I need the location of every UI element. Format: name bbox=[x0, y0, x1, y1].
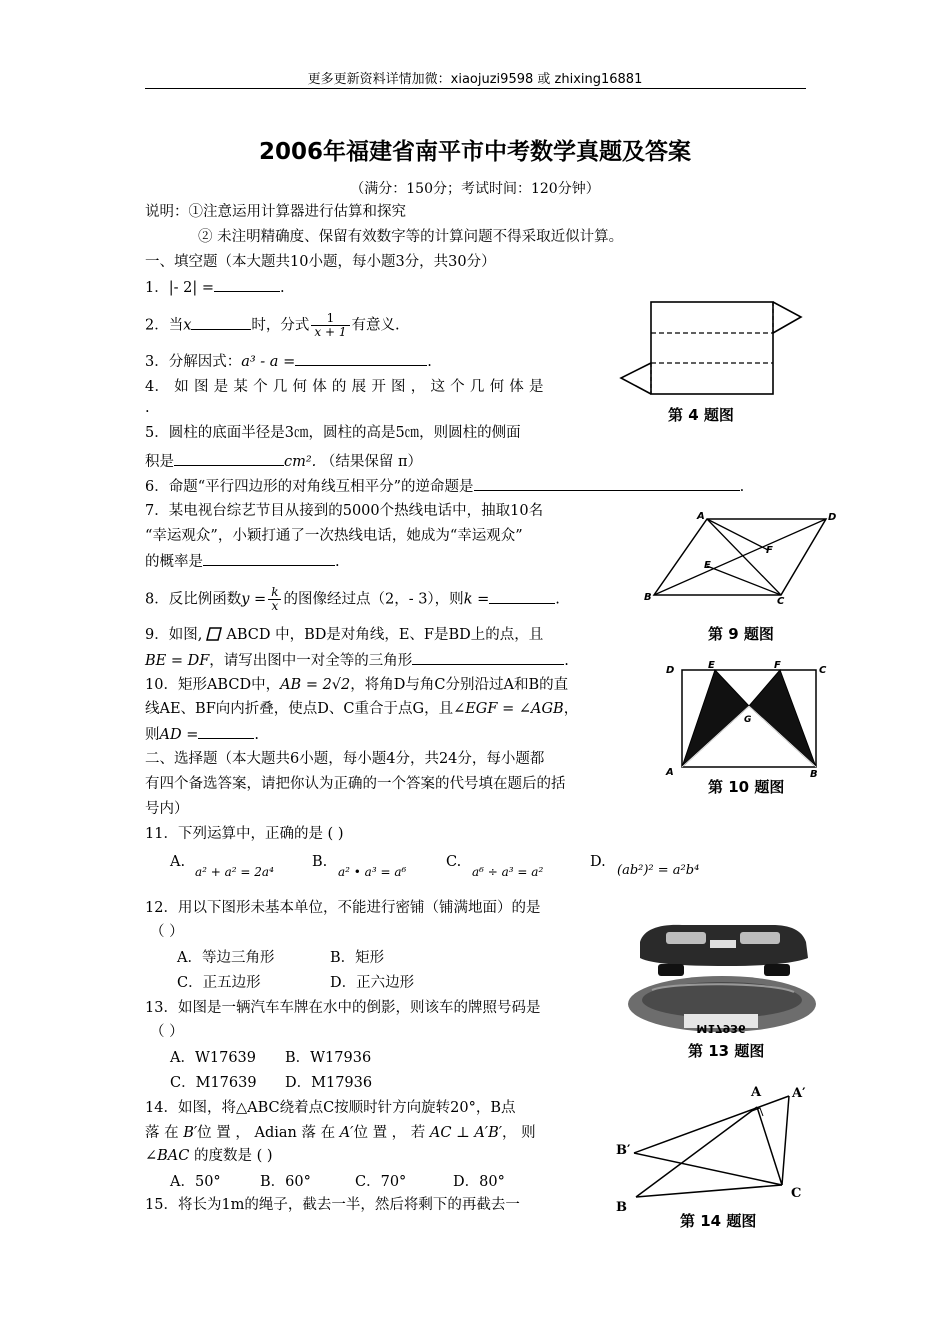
q7-answer-blank bbox=[203, 551, 335, 566]
question-7-line-3 bbox=[145, 551, 340, 572]
q11-option-c-expr: a⁶ ÷ a³ = a² bbox=[472, 865, 544, 879]
figure-9-caption: 第 9 题图 bbox=[708, 625, 774, 643]
q10-ad: AD = bbox=[159, 727, 199, 743]
q8-text-b: 的图像经过点（2，- 3），则 bbox=[283, 591, 464, 608]
fig10-label-d: D bbox=[666, 665, 675, 676]
q13-paren: （ ） bbox=[150, 1024, 184, 1040]
q12-option-a: A．等边三角形 bbox=[177, 950, 275, 966]
figure-4-caption: 第 4 题图 bbox=[668, 406, 734, 424]
fig14-label-a: A bbox=[751, 1085, 762, 1100]
q11-option-a-expr: a² + a² = 2a⁴ bbox=[195, 865, 274, 879]
fig10-label-a: A bbox=[666, 767, 674, 778]
fig10-label-c: C bbox=[819, 665, 827, 676]
q8-fraction-num: k bbox=[268, 586, 281, 600]
question-1 bbox=[145, 277, 285, 298]
q11-option-d-expr: (ab²)² = a²b⁴ bbox=[617, 863, 700, 878]
question-14-line-3 bbox=[145, 1146, 273, 1166]
question-11-stem: 11．下列运算中，正确的是 ( ) bbox=[145, 826, 344, 842]
q5-note: （结果保留 π） bbox=[320, 454, 423, 470]
q10-text-c: 线AE、BF向内折叠，使点D、C重合于点G，且 bbox=[145, 701, 454, 717]
question-9-line-2 bbox=[145, 650, 569, 671]
question-4-line-2: . bbox=[145, 400, 150, 416]
q11-option-c-label: C. bbox=[446, 854, 462, 870]
question-4-line-1: 4． 如 图 是 某 个 几 何 体 的 展 开 图 ， 这 个 几 何 体 是 bbox=[145, 379, 544, 395]
fig9-label-d: D bbox=[828, 512, 837, 523]
fig14-label-c: C bbox=[791, 1186, 802, 1201]
q3-end: . bbox=[427, 354, 432, 370]
q5-unit: cm². bbox=[284, 454, 317, 470]
q14-angle: ∠BAC bbox=[145, 1148, 190, 1164]
q14-option-c: C．70° bbox=[355, 1174, 407, 1190]
q5-text: 积是 bbox=[145, 454, 174, 470]
q10-answer-blank bbox=[198, 724, 254, 739]
q6-end: . bbox=[739, 479, 745, 495]
q10-text-f: 则 bbox=[145, 727, 160, 743]
figure-4-net-diagram bbox=[618, 296, 808, 400]
fig10-label-e: E bbox=[708, 660, 715, 671]
q10-end: . bbox=[254, 727, 259, 743]
q14-option-d: D．80° bbox=[453, 1174, 505, 1190]
q13-option-d: D．M17936 bbox=[285, 1075, 373, 1091]
q10-text-a: 10．矩形ABCD中， bbox=[145, 677, 281, 693]
fig10-label-b: B bbox=[810, 769, 818, 778]
question-14-line-1: 14．如图，将△ABC绕着点C按顺时针方向旋转20°，B点 bbox=[145, 1100, 516, 1116]
q12-option-d: D．正六边形 bbox=[330, 975, 415, 991]
exam-title: 2006年福建省南平市中考数学真题及答案 bbox=[258, 139, 691, 165]
fig13-plate-text: M17936 bbox=[696, 1022, 746, 1035]
page-header: 更多更新资料详情加微：xiaojuzi9598 或 zhixing16881 bbox=[307, 72, 643, 87]
q13-option-a: A．W17639 bbox=[170, 1050, 257, 1066]
question-10-line-3 bbox=[145, 724, 259, 745]
q2-fraction bbox=[311, 312, 349, 339]
fig10-label-g: G bbox=[744, 715, 752, 725]
q8-fraction-den: x bbox=[271, 599, 279, 613]
q8-fraction bbox=[268, 586, 281, 613]
q2-answer-blank bbox=[191, 315, 251, 330]
q2-text-c: 有意义. bbox=[351, 317, 400, 334]
q14-option-a: A．50° bbox=[170, 1174, 221, 1190]
fig14-label-b: B bbox=[616, 1200, 627, 1212]
q12-option-c: C．正五边形 bbox=[177, 975, 261, 991]
figure-14-caption: 第 14 题图 bbox=[680, 1212, 757, 1230]
figure-14-rotated-triangle bbox=[612, 1080, 817, 1212]
q1-answer-blank bbox=[214, 277, 280, 292]
question-5-line-2 bbox=[145, 451, 422, 472]
q11-option-d-label: D. bbox=[590, 854, 606, 870]
q14-option-b: B．60° bbox=[260, 1174, 311, 1190]
q11-option-b-label: B. bbox=[312, 854, 328, 870]
question-5-line-1: 5．圆柱的底面半径是3㎝，圆柱的高是5㎝，则圆柱的侧面 bbox=[145, 425, 521, 441]
q3-text: 3．分解因式： bbox=[145, 354, 242, 370]
q8-k: k = bbox=[463, 591, 490, 608]
q9-text-b: ABCD 中，BD是对角线，E、F是BD上的点，且 bbox=[226, 627, 544, 643]
figure-9-parallelogram bbox=[640, 506, 840, 610]
q3-expr: a³ - a = bbox=[241, 354, 296, 370]
figure-13-car-reflection bbox=[622, 920, 830, 1038]
section-2-line-2: 有四个备选答案，请把你认为正确的一个答案的代号填在题后的括 bbox=[145, 776, 566, 792]
q14-a-prime: A′ bbox=[339, 1125, 354, 1141]
question-8 bbox=[145, 586, 560, 613]
section-2-line-1: 二、选择题（本大题共6小题，每小题4分，共24分，每小题都 bbox=[145, 751, 545, 767]
fig14-label-b-prime: B′ bbox=[616, 1143, 631, 1158]
q1-text: 1．|- 2| = bbox=[145, 280, 214, 296]
q8-end: . bbox=[555, 591, 560, 608]
fig9-label-e: E bbox=[704, 560, 711, 571]
q12-option-b: B．矩形 bbox=[330, 950, 385, 966]
q2-text-a: 2．当 bbox=[145, 317, 184, 334]
q8-y: y = bbox=[241, 591, 267, 608]
q12-paren: （ ） bbox=[150, 924, 184, 940]
q11-option-b-expr: a² • a³ = a⁶ bbox=[338, 865, 407, 879]
q2-fraction-num: 1 bbox=[311, 312, 349, 326]
q13-option-c: C．M17639 bbox=[170, 1075, 257, 1091]
q9-end: . bbox=[564, 653, 569, 669]
q10-angles: ∠EGF = ∠AGB bbox=[453, 701, 564, 717]
q3-answer-blank bbox=[295, 351, 427, 366]
fig9-label-a: A bbox=[697, 511, 705, 522]
q14-text-b: 落 在 bbox=[145, 1125, 179, 1141]
question-7-line-1: 7．某电视台综艺节目从接到的5000个热线电话中，抽取10名 bbox=[145, 503, 544, 519]
q5-answer-blank bbox=[174, 451, 284, 466]
q14-text-b3: 位 置 ， Adian 落 在 bbox=[197, 1125, 336, 1141]
header-rule bbox=[145, 88, 806, 89]
exam-subtitle: （满分：150分；考试时间：120分钟） bbox=[350, 181, 600, 197]
fig10-label-f: F bbox=[774, 660, 781, 671]
q9-answer-blank bbox=[412, 650, 564, 665]
fig9-label-f: F bbox=[766, 545, 773, 556]
q2-var: x bbox=[183, 317, 192, 334]
q10-ab: AB = 2√2 bbox=[280, 677, 351, 693]
q9-condition: BE = DF bbox=[145, 653, 210, 669]
figure-13-caption: 第 13 题图 bbox=[688, 1042, 765, 1060]
fig9-label-b: B bbox=[644, 592, 652, 603]
note-2: ② 未注明精确度、保留有效数字等的计算问题不得采取近似计算。 bbox=[198, 229, 624, 245]
question-13-stem: 13．如图是一辆汽车车牌在水中的倒影，则该车的牌照号码是 bbox=[145, 1000, 541, 1016]
q1-end: . bbox=[280, 280, 285, 296]
q10-text-b: ，将角D与角C分别沿过A和B的直 bbox=[350, 677, 569, 693]
q8-text-a: 8．反比例函数 bbox=[145, 591, 242, 608]
figure-10-folded-rectangle bbox=[662, 658, 832, 778]
question-14-line-2 bbox=[145, 1123, 536, 1143]
question-2 bbox=[145, 312, 400, 339]
question-3 bbox=[145, 351, 432, 372]
note-1: 说明：①注意运用计算器进行估算和探究 bbox=[145, 204, 406, 220]
q9-text-d: ，请写出图中一对全等的三角形 bbox=[209, 653, 413, 669]
figure-10-caption: 第 10 题图 bbox=[708, 778, 785, 796]
fig14-label-a-prime: A′ bbox=[792, 1086, 806, 1101]
question-10-line-2 bbox=[145, 699, 578, 719]
q14-text-b5: 位 置 ， 若 bbox=[353, 1125, 426, 1141]
question-9-line-1 bbox=[145, 625, 543, 645]
section-1-heading: 一、填空题（本大题共10小题，每小题3分，共30分） bbox=[145, 254, 496, 270]
section-2-line-3: 号内） bbox=[145, 801, 189, 817]
fig9-label-c: C bbox=[777, 596, 785, 607]
q14-text-b7: ， 则 bbox=[502, 1125, 536, 1141]
parallelogram-icon bbox=[206, 627, 222, 641]
q14-text-c2: 的度数是 ( ) bbox=[193, 1148, 273, 1164]
q2-fraction-den: x + 1 bbox=[314, 325, 347, 339]
q2-text-b: 时，分式 bbox=[251, 317, 310, 334]
q11-option-a-label: A. bbox=[170, 854, 186, 870]
q7-end: . bbox=[335, 554, 340, 570]
q13-option-b: B．W17936 bbox=[285, 1050, 372, 1066]
question-12-stem: 12．用以下图形未基本单位，不能进行密铺（铺满地面）的是 bbox=[145, 900, 541, 916]
q14-perp: AC ⊥ A′B′ bbox=[429, 1125, 503, 1141]
question-7-line-2: “幸运观众”，小颖打通了一次热线电话，她成为“幸运观众” bbox=[145, 528, 523, 544]
q9-text-a: 9．如图, bbox=[145, 627, 203, 643]
q14-b-prime: B′ bbox=[183, 1125, 198, 1141]
q6-answer-blank bbox=[474, 476, 740, 491]
question-6 bbox=[145, 476, 744, 497]
q8-answer-blank bbox=[489, 589, 555, 604]
q10-text-e: ， bbox=[563, 701, 579, 717]
q7-text: 的概率是 bbox=[145, 554, 203, 570]
q6-text: 6．命题“平行四边形的对角线互相平分”的逆命题是 bbox=[145, 479, 474, 495]
question-15: 15．将长为1m的绳子，截去一半，然后将剩下的再截去一 bbox=[145, 1197, 520, 1213]
question-10-line-1 bbox=[145, 675, 568, 695]
